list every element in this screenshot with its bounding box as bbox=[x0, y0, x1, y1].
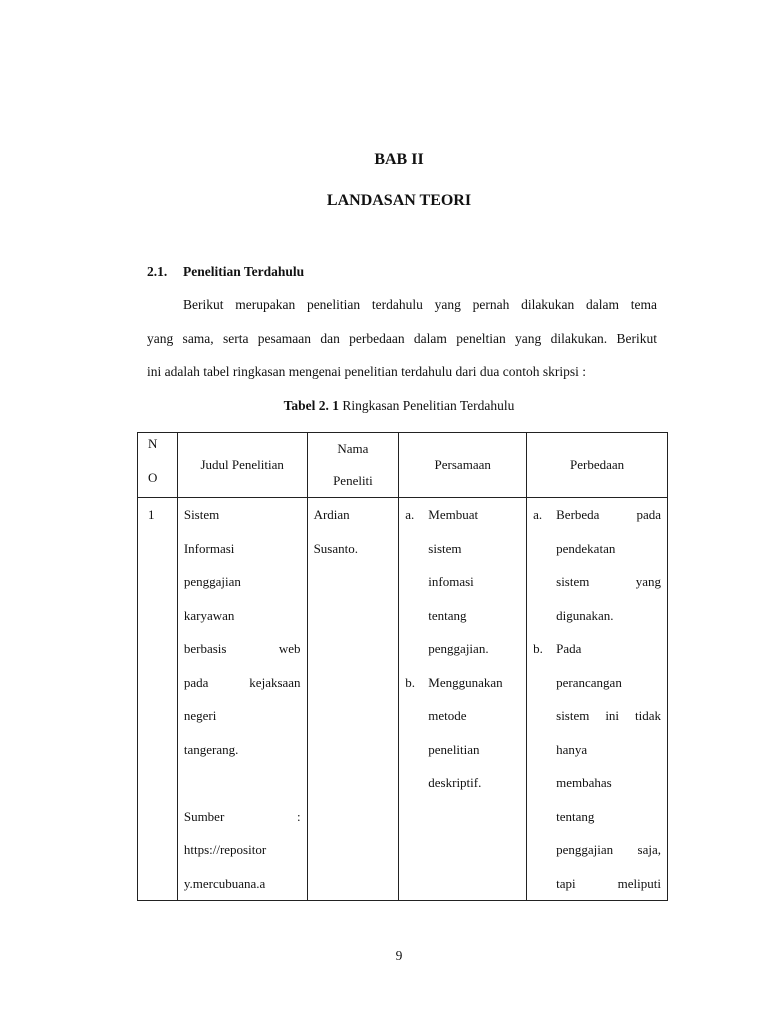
judul-line: Sumber : bbox=[183, 808, 301, 824]
judul-line: negeri bbox=[183, 708, 217, 723]
table-caption-label: Tabel 2. 1 bbox=[283, 398, 339, 413]
nama-line: Ardian bbox=[313, 507, 350, 522]
chapter-number: BAB II bbox=[374, 151, 424, 168]
header-no-line: N bbox=[148, 436, 158, 451]
persamaan-line: deskriptif. bbox=[428, 775, 482, 790]
perbedaan-line: hanya bbox=[556, 741, 588, 757]
persamaan-line: metode bbox=[428, 708, 467, 723]
list-marker: a. bbox=[533, 507, 543, 522]
header-perbedaan: Perbedaan bbox=[527, 433, 668, 498]
persamaan-line: penelitian bbox=[428, 741, 480, 757]
perbedaan-line: Berbeda pada bbox=[556, 507, 661, 522]
perbedaan-line: tapi meliputi bbox=[556, 875, 661, 891]
table-header-row bbox=[138, 433, 668, 498]
paragraph-line: ini adalah tabel ringkasan mengenai penelitian terdahulu dari dua contoh skripsi : bbox=[147, 364, 586, 379]
judul-line: https://repositor bbox=[183, 842, 267, 857]
perbedaan-line: sistem ini tidak bbox=[556, 708, 661, 723]
persamaan-line: infomasi bbox=[428, 574, 474, 589]
perbedaan-line: Pada bbox=[556, 641, 582, 656]
perbedaan-line: tentang bbox=[556, 808, 595, 824]
perbedaan-line: penggajian saja, bbox=[556, 842, 661, 857]
nama-cell bbox=[307, 498, 399, 901]
section-number: 2.1. bbox=[147, 264, 168, 279]
research-summary-table bbox=[137, 432, 668, 901]
perbedaan-item bbox=[533, 498, 661, 632]
header-nama bbox=[307, 433, 399, 498]
table-row bbox=[138, 498, 668, 901]
header-persamaan: Persamaan bbox=[399, 433, 527, 498]
list-marker: b. bbox=[405, 674, 416, 690]
nama-line: Susanto. bbox=[313, 540, 358, 556]
perbedaan-line: sistem yang bbox=[556, 574, 661, 589]
header-no-line: O bbox=[148, 470, 158, 485]
judul-line: karyawan bbox=[183, 607, 235, 623]
page-number: 9 bbox=[395, 948, 403, 963]
perbedaan-item bbox=[533, 632, 661, 900]
persamaan-line: tentang bbox=[428, 607, 467, 623]
persamaan-item bbox=[405, 498, 520, 666]
persamaan-line: Menggunakan bbox=[428, 674, 503, 690]
persamaan-item bbox=[405, 666, 520, 800]
header-nama-line: Peneliti bbox=[333, 473, 373, 488]
judul-line: berbasis web bbox=[183, 641, 301, 656]
row-number: 1 bbox=[148, 507, 155, 522]
section-title: Penelitian Terdahulu bbox=[183, 264, 305, 279]
judul-line: pada kejaksaan bbox=[183, 674, 301, 690]
perbedaan-line: pendekatan bbox=[556, 540, 616, 556]
judul-cell bbox=[177, 498, 307, 901]
judul-line bbox=[184, 766, 301, 800]
judul-line: penggajian bbox=[183, 574, 241, 589]
perbedaan-line: digunakan. bbox=[556, 607, 614, 623]
judul-line: y.mercubuana.a bbox=[183, 875, 266, 891]
row-number-cell bbox=[138, 498, 178, 901]
judul-line: Sistem bbox=[183, 507, 220, 522]
paragraph-line: yang sama, serta pesamaan dan perbedaan dalam peneltian yang dilakukan. Berikut bbox=[147, 330, 657, 346]
persamaan-line: sistem bbox=[428, 540, 462, 556]
intro-paragraph bbox=[147, 288, 657, 389]
persamaan-line: penggajian. bbox=[428, 641, 489, 656]
chapter-title: LANDASAN TEORI bbox=[326, 192, 472, 209]
perbedaan-cell bbox=[527, 498, 668, 901]
list-marker: a. bbox=[405, 507, 415, 522]
table-caption-text: Ringkasan Penelitian Terdahulu bbox=[339, 398, 515, 413]
header-judul: Judul Penelitian bbox=[177, 433, 307, 498]
persamaan-line: Membuat bbox=[428, 507, 479, 522]
perbedaan-line: membahas bbox=[556, 775, 612, 790]
judul-line: tangerang. bbox=[183, 741, 239, 757]
header-no bbox=[138, 433, 178, 498]
paragraph-line: Berikut merupakan penelitian terdahulu yang pernah dilakukan dalam tema bbox=[183, 297, 657, 312]
perbedaan-line: perancangan bbox=[556, 674, 622, 690]
header-nama-line: Nama bbox=[337, 441, 369, 456]
judul-line: Informasi bbox=[183, 540, 235, 556]
table-caption bbox=[0, 398, 768, 414]
persamaan-cell bbox=[399, 498, 527, 901]
list-marker: b. bbox=[533, 641, 543, 656]
section-heading bbox=[147, 264, 304, 280]
